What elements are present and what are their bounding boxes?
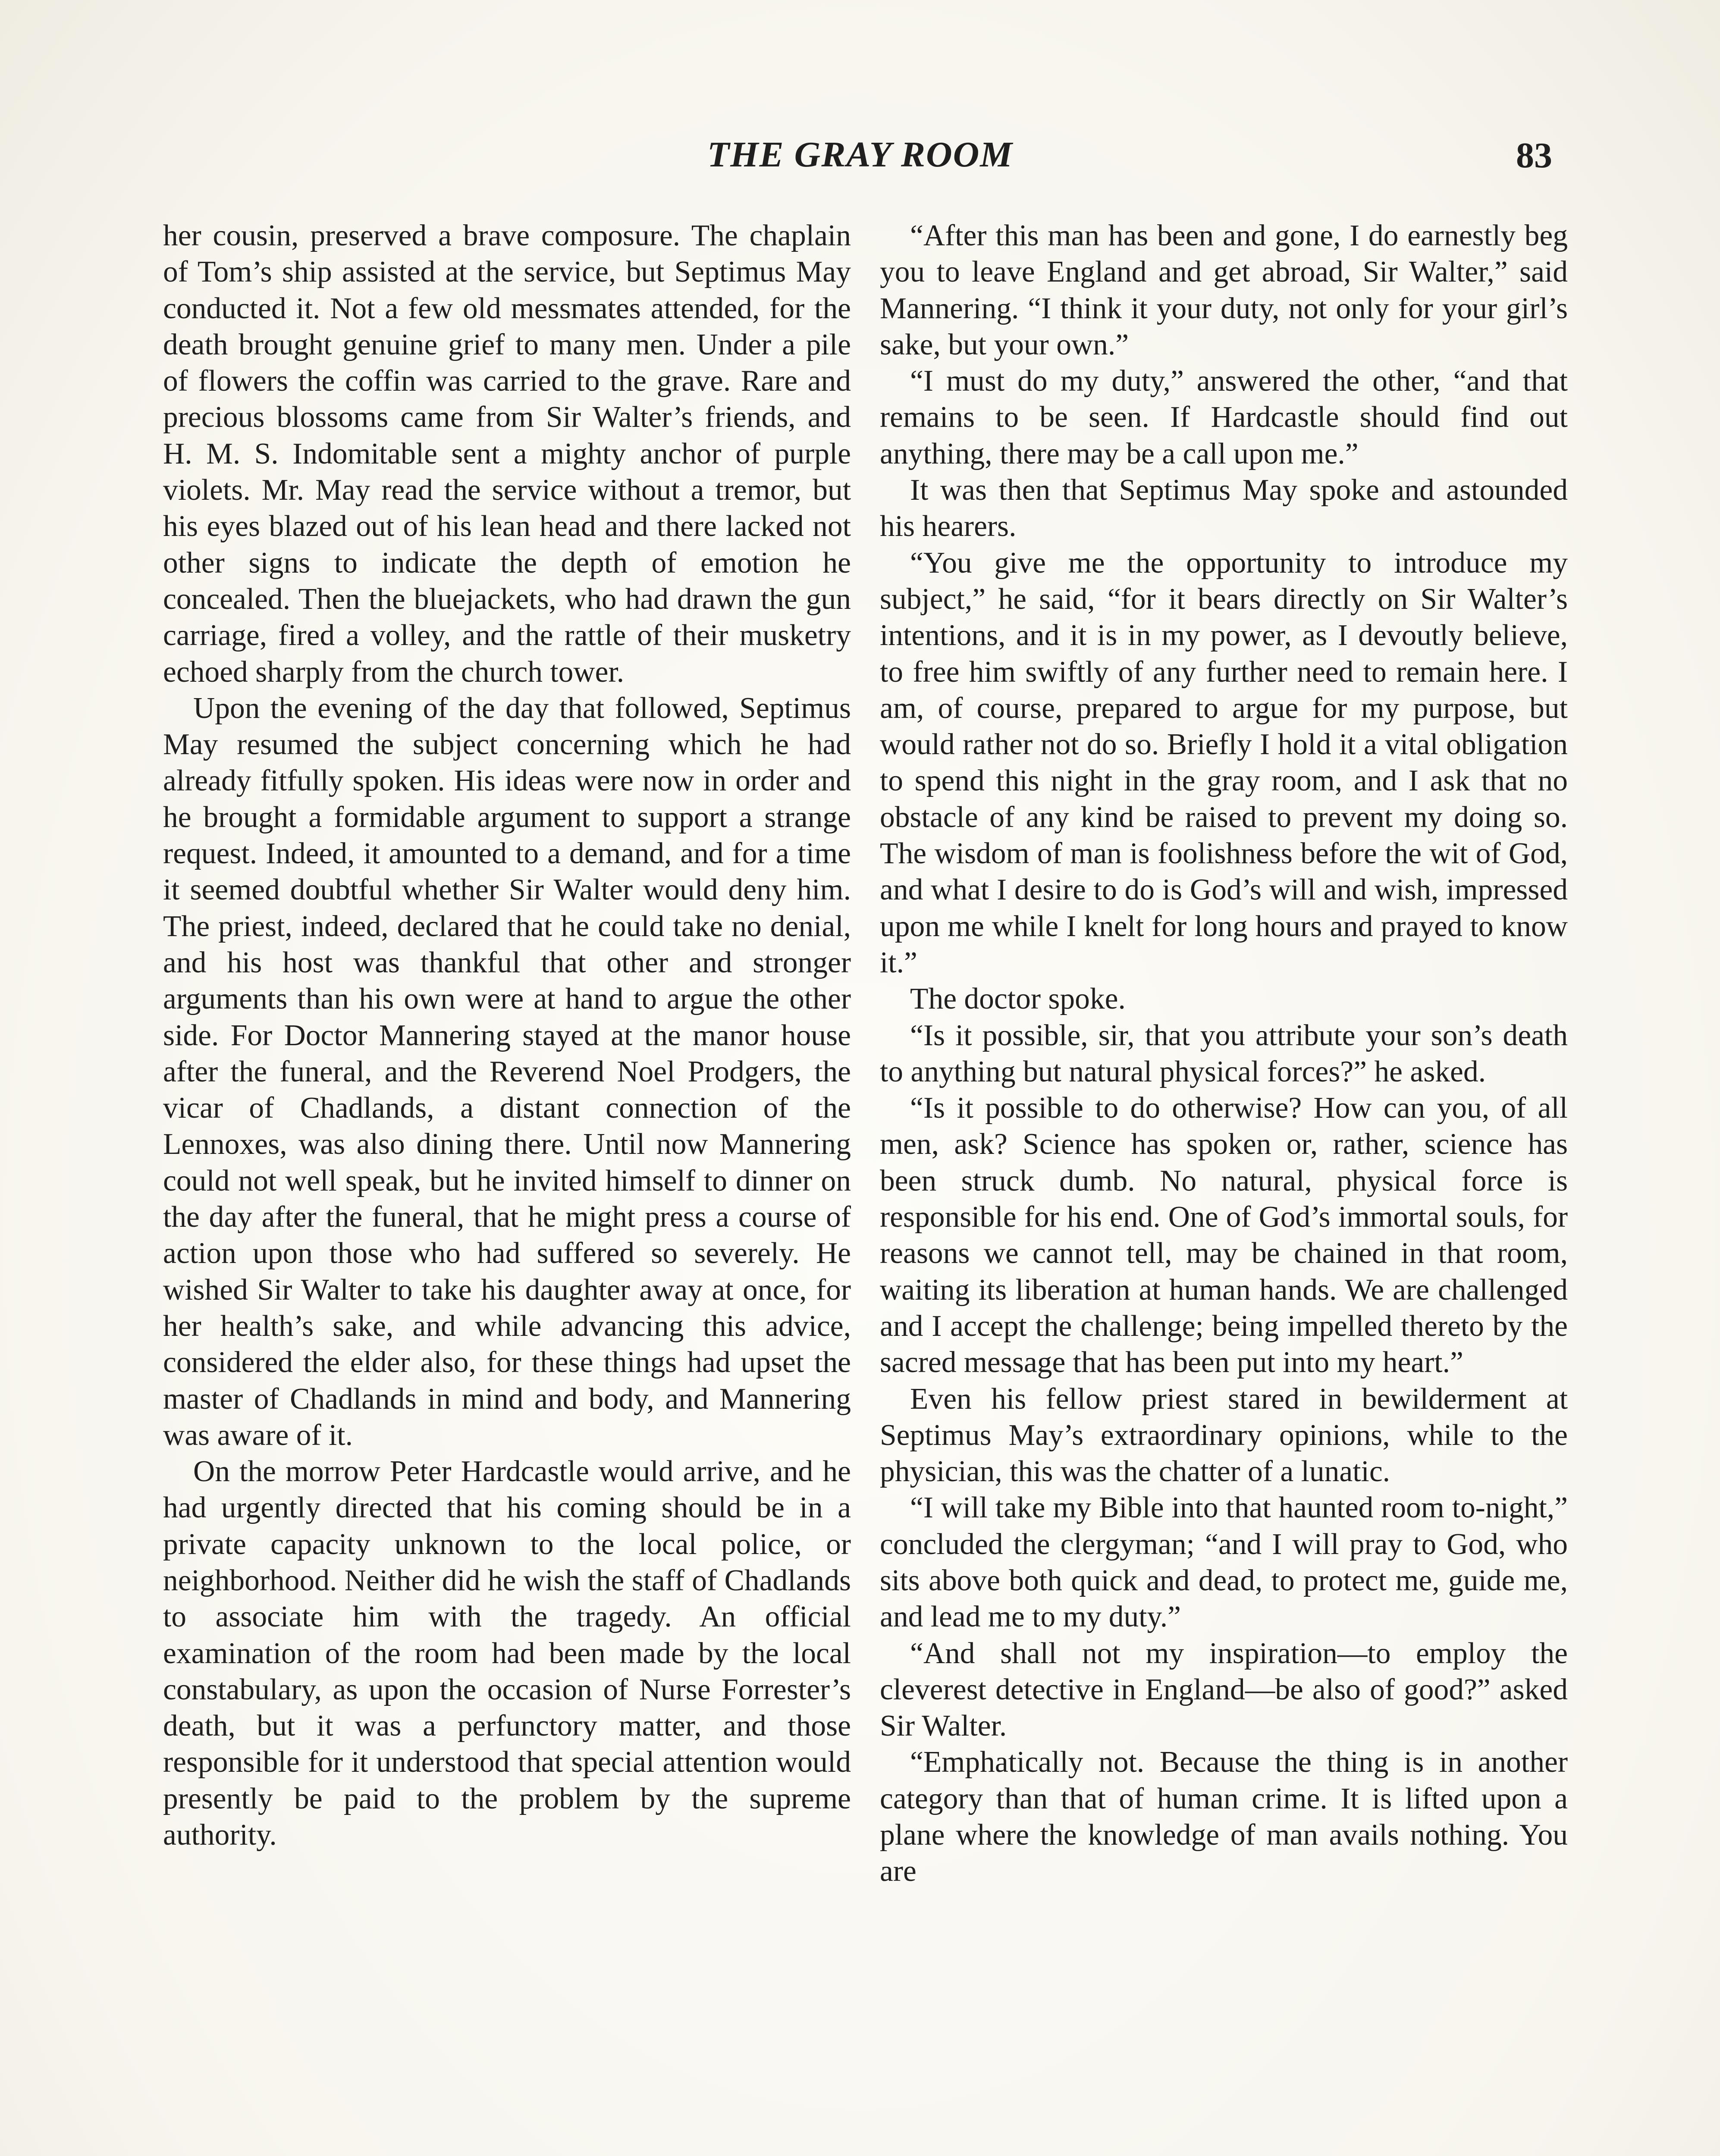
paragraph: The doctor spoke. xyxy=(910,982,1126,1016)
right-column xyxy=(880,218,1568,2156)
left-column xyxy=(163,218,851,2156)
paragraph: Even his fellow priest stared in bewilderment at Septimus May’s extraordinary opinions, while to the physician, this was the chatter of a lunatic. xyxy=(880,1382,1568,1489)
running-head-title: THE GRAY ROOM xyxy=(707,135,1013,175)
paragraph: “Is it possible, sir, that you attribute your son’s death to anything but natural physical forces?” he asked. xyxy=(880,1018,1568,1088)
paragraph: It was then that Septimus May spoke and astounded his hearers. xyxy=(880,473,1568,543)
paragraph: Upon the evening of the day that followed, Septimus May resumed the subject concerning which he had already fitfully spoken. His ideas were now in order and he brought a formidable argument to support a strange request. Indeed, it amounted to a demand, and for a time it seemed doubtful whether Sir Walter would deny him. The priest, indeed, declared that he could take no denial, and his host was thankful that other and stronger arguments than his own were at hand to argue the other side. For Doctor Mannering stayed at the manor house after the funeral, and the Reverend Noel Prodgers, the vicar of Chadlands, a distant connection of the Lennoxes, was also dining there. Until now Mannering could not well speak, but he invited himself to dinner on the day after the funeral, that he might press a course of action upon those who had suffered so severely. He wished Sir Walter to take his daughter away at once, for her health’s sake, and while advancing this advice, considered the elder also, for these things had upset the master of Chadlands in mind and body, and Mannering was aware of it. xyxy=(163,691,851,1452)
paragraph: “Is it possible to do otherwise? How can you, of all men, ask? Science has spoken or, rather, science has been struck dumb. No natural, physical force is responsible for his end. One of God’s immortal souls, for reasons we cannot tell, may be chained in that room, waiting its liberation at human hands. We are challenged and I accept the challenge; being impelled thereto by the sacred message that has been put into my heart.” xyxy=(880,1091,1568,1379)
paragraph: On the morrow Peter Hardcastle would arrive, and he had urgently directed that his coming should be in a private capacity unknown to the local police, or neighborhood. Neither did he wish the staff of Chadlands to associate him with the tragedy. An official examination of the room had been made by the local constabulary, as upon the occasion of Nurse Forrester’s death, but it was a perfunctory matter, and those responsible for it understood that special attention would presently be paid to the problem by the supreme authority. xyxy=(163,1455,851,1852)
paragraph: “I will take my Bible into that haunted room to-night,” concluded the clergyman; “and I will pray to God, who sits above both quick and dead, to protect me, guide me, and lead me to my duty.” xyxy=(880,1491,1568,1634)
paragraph: “Emphatically not. Because the thing is in another category than that of human crime. It is lifted upon a plane where the knowledge of man avails nothing. You are xyxy=(880,1745,1568,1888)
page-number: 83 xyxy=(1516,135,1552,175)
paragraph: “I must do my duty,” answered the other, “and that remains to be seen. If Hardcastle should find out anything, there may be a call upon me.” xyxy=(880,364,1568,470)
paragraph: “And shall not my inspiration—to employ the cleverest detective in England—be also of good?” asked Sir Walter. xyxy=(880,1636,1568,1743)
paragraph: “After this man has been and gone, I do earnestly beg you to leave England and get abroad, Sir Walter,” said Mannering. “I think it your duty, not only for your girl’s sake, but your own.” xyxy=(880,219,1568,361)
paragraph: her cousin, preserved a brave composure. The chaplain of Tom’s ship assisted at the service, but Septimus May conducted it. Not a few old messmates attended, for the death brought genuine grief to many men. Under a pile of flowers the coffin was carried to the grave. Rare and precious blossoms came from Sir Walter’s friends, and H. M. S. Indomitable sent a mighty anchor of purple violets. Mr. May read the service without a tremor, but his eyes blazed out of his lean head and there lacked not other signs to indicate the depth of emotion he concealed. Then the bluejackets, who had drawn the gun carriage, fired a volley, and the rattle of their musketry echoed sharply from the church tower. xyxy=(163,219,851,689)
paragraph: “You give me the opportunity to introduce my subject,” he said, “for it bears directly on Sir Walter’s intentions, and it is in my power, as I devoutly believe, to free him swiftly of any further need to remain here. I am, of course, prepared to argue for my purpose, but would rather not do so. Briefly I hold it a vital obligation to spend this night in the gray room, and I ask that no obstacle of any kind be raised to prevent my doing so. The wisdom of man is foolishness before the wit of God, and what I desire to do is God’s will and wish, impressed upon me while I knelt for long hours and prayed to know it.” xyxy=(880,546,1568,979)
